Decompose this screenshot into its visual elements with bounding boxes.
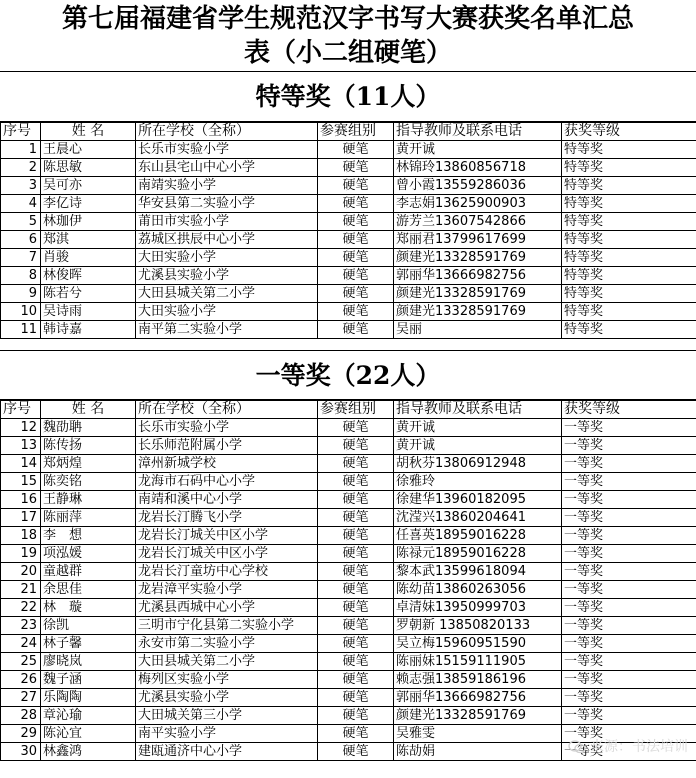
teacher-contact-cell: 游芳兰13607542866 <box>394 213 562 231</box>
row-number-cell: 2 <box>1 159 41 177</box>
student-name-cell: 林子馨 <box>41 635 136 653</box>
school-name-cell: 龙岩长汀腾飞小学 <box>136 509 318 527</box>
category-cell: 硬笔 <box>318 653 394 671</box>
award-level-cell: 特等奖 <box>562 231 696 249</box>
school-name-cell: 大田实验小学 <box>136 303 318 321</box>
column-header-award-level: 获奖等级 <box>562 123 696 141</box>
teacher-contact-cell: 黎本武13599618094 <box>394 563 562 581</box>
award-table-special <box>0 122 696 339</box>
student-name-cell: 肖骏 <box>41 249 136 267</box>
row-number-cell: 9 <box>1 285 41 303</box>
category-cell: 硬笔 <box>318 509 394 527</box>
section-heading-special: 特等奖（11人） <box>0 72 696 122</box>
student-name-cell: 陈奕铭 <box>41 473 136 491</box>
table-row <box>1 267 696 285</box>
school-name-cell: 南靖实验小学 <box>136 177 318 195</box>
row-number-cell: 23 <box>1 617 41 635</box>
school-name-cell: 荔城区拱辰中心小学 <box>136 231 318 249</box>
category-cell: 硬笔 <box>318 617 394 635</box>
column-header-row-number: 序号 <box>1 401 41 419</box>
row-number-cell: 17 <box>1 509 41 527</box>
row-number-cell: 20 <box>1 563 41 581</box>
table-row <box>1 285 696 303</box>
category-cell: 硬笔 <box>318 689 394 707</box>
row-number-cell: 3 <box>1 177 41 195</box>
school-name-cell: 南平第二实验小学 <box>136 321 318 339</box>
row-number-cell: 8 <box>1 267 41 285</box>
award-level-cell: 一等奖 <box>562 689 696 707</box>
student-name-cell: 韩诗嘉 <box>41 321 136 339</box>
table-row <box>1 455 696 473</box>
category-cell: 硬笔 <box>318 671 394 689</box>
school-name-cell: 长乐市实验小学 <box>136 141 318 159</box>
student-name-cell: 王晨心 <box>41 141 136 159</box>
category-cell: 硬笔 <box>318 599 394 617</box>
table-row <box>1 509 696 527</box>
school-name-cell: 龙岩长汀城关中区小学 <box>136 527 318 545</box>
teacher-contact-cell: 吴雅雯 <box>394 725 562 743</box>
award-level-cell: 一等奖 <box>562 599 696 617</box>
category-cell: 硬笔 <box>318 249 394 267</box>
award-level-cell: 一等奖 <box>562 437 696 455</box>
row-number-cell: 4 <box>1 195 41 213</box>
school-name-cell: 长乐市实验小学 <box>136 419 318 437</box>
table-row <box>1 689 696 707</box>
column-header-teacher-contact: 指导教师及联系电话 <box>394 401 562 419</box>
teacher-contact-cell: 颜建光13328591769 <box>394 285 562 303</box>
award-level-cell: 特等奖 <box>562 177 696 195</box>
teacher-contact-cell: 徐建华13960182095 <box>394 491 562 509</box>
category-cell: 硬笔 <box>318 743 394 761</box>
teacher-contact-cell: 陈幼苗13860263056 <box>394 581 562 599</box>
award-level-cell: 一等奖 <box>562 545 696 563</box>
table-row <box>1 653 696 671</box>
category-cell: 硬笔 <box>318 635 394 653</box>
wechat-icon <box>568 740 586 754</box>
student-name-cell: 魏子涵 <box>41 671 136 689</box>
table-row <box>1 599 696 617</box>
row-number-cell: 24 <box>1 635 41 653</box>
column-header-award-level: 获奖等级 <box>562 401 696 419</box>
school-name-cell: 龙岩长汀城关中区小学 <box>136 545 318 563</box>
category-cell: 硬笔 <box>318 527 394 545</box>
award-level-cell: 一等奖 <box>562 527 696 545</box>
student-name-cell: 李亿诗 <box>41 195 136 213</box>
award-level-cell: 一等奖 <box>562 725 696 743</box>
student-name-cell: 陈若兮 <box>41 285 136 303</box>
category-cell: 硬笔 <box>318 563 394 581</box>
school-name-cell: 南靖和溪中心小学 <box>136 491 318 509</box>
row-number-cell: 21 <box>1 581 41 599</box>
school-name-cell: 三明市宁化县第二实验小学 <box>136 617 318 635</box>
table-row <box>1 491 696 509</box>
student-name-cell: 乐陶陶 <box>41 689 136 707</box>
row-number-cell: 27 <box>1 689 41 707</box>
row-number-cell: 19 <box>1 545 41 563</box>
row-number-cell: 22 <box>1 599 41 617</box>
teacher-contact-cell: 陈丽妹15159111905 <box>394 653 562 671</box>
student-name-cell: 童越群 <box>41 563 136 581</box>
student-name-cell: 魏劭聃 <box>41 419 136 437</box>
table-row <box>1 195 696 213</box>
category-cell: 硬笔 <box>318 285 394 303</box>
student-name-cell: 林珈伊 <box>41 213 136 231</box>
student-name-cell: 林俊晖 <box>41 267 136 285</box>
row-number-cell: 10 <box>1 303 41 321</box>
category-cell: 硬笔 <box>318 213 394 231</box>
column-header-row-number: 序号 <box>1 123 41 141</box>
teacher-contact-cell: 陈劼娟 <box>394 743 562 761</box>
school-name-cell: 漳州新城学校 <box>136 455 318 473</box>
row-number-cell: 12 <box>1 419 41 437</box>
student-name-cell: 陈传扬 <box>41 437 136 455</box>
row-number-cell: 18 <box>1 527 41 545</box>
school-name-cell: 建瓯通济中心小学 <box>136 743 318 761</box>
student-name-cell: 吴可亦 <box>41 177 136 195</box>
column-header-category: 参赛组别 <box>318 123 394 141</box>
teacher-contact-cell: 黄开诚 <box>394 141 562 159</box>
teacher-contact-cell: 曾小霞13559286036 <box>394 177 562 195</box>
row-number-cell: 16 <box>1 491 41 509</box>
category-cell: 硬笔 <box>318 321 394 339</box>
student-name-cell: 王静琳 <box>41 491 136 509</box>
category-cell: 硬笔 <box>318 159 394 177</box>
watermark-text: 来源：书法培训 <box>590 739 688 755</box>
award-level-cell: 特等奖 <box>562 213 696 231</box>
column-header-category: 参赛组别 <box>318 401 394 419</box>
school-name-cell: 大田实验小学 <box>136 249 318 267</box>
teacher-contact-cell: 陈禄元18959016228 <box>394 545 562 563</box>
school-name-cell: 龙岩漳平实验小学 <box>136 581 318 599</box>
table-row <box>1 303 696 321</box>
category-cell: 硬笔 <box>318 437 394 455</box>
school-name-cell: 华安县第二实验小学 <box>136 195 318 213</box>
award-level-cell: 一等奖 <box>562 491 696 509</box>
category-cell: 硬笔 <box>318 303 394 321</box>
column-header-school-name: 所在学校（全称） <box>136 123 318 141</box>
student-name-cell: 李 想 <box>41 527 136 545</box>
award-level-cell: 特等奖 <box>562 303 696 321</box>
category-cell: 硬笔 <box>318 491 394 509</box>
school-name-cell: 尤溪县实验小学 <box>136 267 318 285</box>
student-name-cell: 林鑫鸿 <box>41 743 136 761</box>
table-row <box>1 671 696 689</box>
award-level-cell: 一等奖 <box>562 743 696 761</box>
award-level-cell: 一等奖 <box>562 473 696 491</box>
teacher-contact-cell: 李志娟13625900903 <box>394 195 562 213</box>
table-row <box>1 635 696 653</box>
award-level-cell: 一等奖 <box>562 581 696 599</box>
student-name-cell: 陈沁宜 <box>41 725 136 743</box>
school-name-cell: 长乐师范附属小学 <box>136 437 318 455</box>
teacher-contact-cell: 林锦玲13860856718 <box>394 159 562 177</box>
teacher-contact-cell: 吴丽 <box>394 321 562 339</box>
category-cell: 硬笔 <box>318 419 394 437</box>
category-cell: 硬笔 <box>318 473 394 491</box>
row-number-cell: 26 <box>1 671 41 689</box>
school-name-cell: 梅列区实验小学 <box>136 671 318 689</box>
title-line-2: 表（小二组硬笔） <box>243 38 452 68</box>
section-heading-first: 一等奖（22人） <box>0 350 696 400</box>
category-cell: 硬笔 <box>318 707 394 725</box>
column-header-school-name: 所在学校（全称） <box>136 401 318 419</box>
teacher-contact-cell: 罗朝新 13850820133 <box>394 617 562 635</box>
row-number-cell: 30 <box>1 743 41 761</box>
table-row <box>1 419 696 437</box>
title-line-1: 第七届福建省学生规范汉字书写大赛获奖名单汇总 <box>61 4 634 34</box>
student-name-cell: 余思佳 <box>41 581 136 599</box>
teacher-contact-cell: 颜建光13328591769 <box>394 303 562 321</box>
watermark <box>568 736 688 756</box>
table-row <box>1 249 696 267</box>
table-row <box>1 473 696 491</box>
table-row <box>1 177 696 195</box>
school-name-cell: 莆田市实验小学 <box>136 213 318 231</box>
table-row <box>1 563 696 581</box>
award-level-cell: 特等奖 <box>562 285 696 303</box>
teacher-contact-cell: 卓清妹13950999703 <box>394 599 562 617</box>
column-header-teacher-contact: 指导教师及联系电话 <box>394 123 562 141</box>
row-number-cell: 15 <box>1 473 41 491</box>
row-number-cell: 25 <box>1 653 41 671</box>
award-level-cell: 特等奖 <box>562 321 696 339</box>
award-level-cell: 一等奖 <box>562 419 696 437</box>
table-row <box>1 545 696 563</box>
column-header-student-name: 姓 名 <box>41 401 136 419</box>
award-level-cell: 一等奖 <box>562 509 696 527</box>
category-cell: 硬笔 <box>318 725 394 743</box>
school-name-cell: 东山县宅山中心小学 <box>136 159 318 177</box>
student-name-cell: 郑淇 <box>41 231 136 249</box>
category-cell: 硬笔 <box>318 545 394 563</box>
teacher-contact-cell: 沈滢兴13860204641 <box>394 509 562 527</box>
student-name-cell: 徐凯 <box>41 617 136 635</box>
teacher-contact-cell: 任喜英18959016228 <box>394 527 562 545</box>
award-table-first <box>0 400 696 761</box>
school-name-cell: 永安市第二实验小学 <box>136 635 318 653</box>
award-level-cell: 一等奖 <box>562 707 696 725</box>
teacher-contact-cell: 颜建光13328591769 <box>394 707 562 725</box>
teacher-contact-cell: 吴立梅15960951590 <box>394 635 562 653</box>
table-row <box>1 617 696 635</box>
category-cell: 硬笔 <box>318 455 394 473</box>
teacher-contact-cell: 黄开诚 <box>394 419 562 437</box>
row-number-cell: 5 <box>1 213 41 231</box>
student-name-cell: 吴诗雨 <box>41 303 136 321</box>
school-name-cell: 龙海市石码中心小学 <box>136 473 318 491</box>
student-name-cell: 陈丽萍 <box>41 509 136 527</box>
award-level-cell: 一等奖 <box>562 653 696 671</box>
school-name-cell: 尤溪县西城中心小学 <box>136 599 318 617</box>
award-level-cell: 一等奖 <box>562 671 696 689</box>
row-number-cell: 29 <box>1 725 41 743</box>
award-level-cell: 特等奖 <box>562 159 696 177</box>
school-name-cell: 龙岩长汀童坊中心学校 <box>136 563 318 581</box>
row-number-cell: 6 <box>1 231 41 249</box>
award-level-cell: 一等奖 <box>562 455 696 473</box>
student-name-cell: 章沁瑜 <box>41 707 136 725</box>
table-row <box>1 213 696 231</box>
teacher-contact-cell: 徐雅玲 <box>394 473 562 491</box>
teacher-contact-cell: 郑丽君13799617699 <box>394 231 562 249</box>
teacher-contact-cell: 郭丽华13666982756 <box>394 267 562 285</box>
table-row <box>1 707 696 725</box>
row-number-cell: 28 <box>1 707 41 725</box>
school-name-cell: 尤溪县实验小学 <box>136 689 318 707</box>
table-header-row <box>1 401 696 419</box>
teacher-contact-cell: 颜建光13328591769 <box>394 249 562 267</box>
student-name-cell: 郑炳煌 <box>41 455 136 473</box>
award-level-cell: 特等奖 <box>562 249 696 267</box>
award-level-cell: 特等奖 <box>562 267 696 285</box>
award-level-cell: 一等奖 <box>562 563 696 581</box>
teacher-contact-cell: 赖志强13859186196 <box>394 671 562 689</box>
school-name-cell: 大田城关第三小学 <box>136 707 318 725</box>
student-name-cell: 廖晓岚 <box>41 653 136 671</box>
table-row <box>1 231 696 249</box>
award-level-cell: 一等奖 <box>562 635 696 653</box>
category-cell: 硬笔 <box>318 231 394 249</box>
student-name-cell: 林 璇 <box>41 599 136 617</box>
table-row <box>1 141 696 159</box>
teacher-contact-cell: 胡秋芬13806912948 <box>394 455 562 473</box>
row-number-cell: 11 <box>1 321 41 339</box>
category-cell: 硬笔 <box>318 195 394 213</box>
student-name-cell: 陈思敏 <box>41 159 136 177</box>
category-cell: 硬笔 <box>318 177 394 195</box>
table-header-row <box>1 123 696 141</box>
column-header-student-name: 姓 名 <box>41 123 136 141</box>
award-level-cell: 特等奖 <box>562 141 696 159</box>
table-row <box>1 437 696 455</box>
row-number-cell: 14 <box>1 455 41 473</box>
table-row <box>1 527 696 545</box>
category-cell: 硬笔 <box>318 581 394 599</box>
row-number-cell: 1 <box>1 141 41 159</box>
school-name-cell: 大田县城关第二小学 <box>136 285 318 303</box>
table-row <box>1 581 696 599</box>
category-cell: 硬笔 <box>318 141 394 159</box>
table-row <box>1 321 696 339</box>
page-title <box>0 0 696 72</box>
school-name-cell: 大田县城关第二小学 <box>136 653 318 671</box>
row-number-cell: 13 <box>1 437 41 455</box>
award-level-cell: 一等奖 <box>562 617 696 635</box>
category-cell: 硬笔 <box>318 267 394 285</box>
award-level-cell: 特等奖 <box>562 195 696 213</box>
student-name-cell: 项泓媛 <box>41 545 136 563</box>
teacher-contact-cell: 黄开诚 <box>394 437 562 455</box>
teacher-contact-cell: 郭丽华13666982756 <box>394 689 562 707</box>
school-name-cell: 南平实验小学 <box>136 725 318 743</box>
table-row <box>1 159 696 177</box>
row-number-cell: 7 <box>1 249 41 267</box>
